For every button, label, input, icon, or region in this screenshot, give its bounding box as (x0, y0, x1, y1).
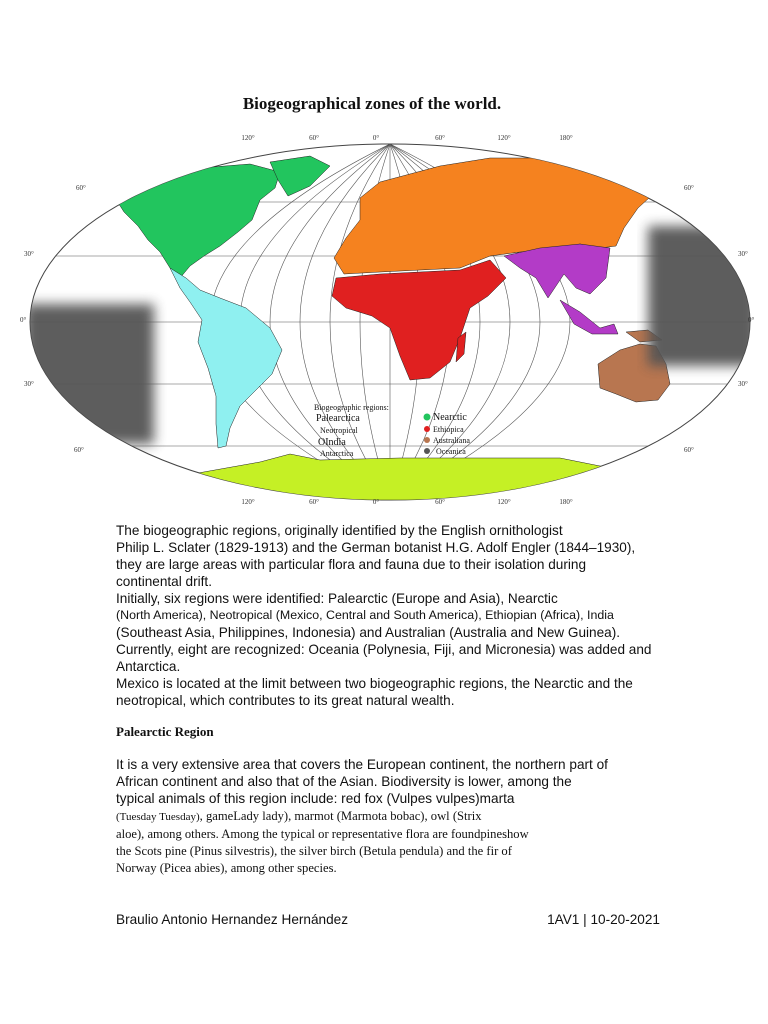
palearctic-line: typical animals of this region include: red fox (Vulpes vulpes)marta (116, 791, 515, 806)
palearctic-line-part: , gameLady lady), marmot (Marmota bobac), owl (Strix (199, 809, 482, 823)
lon-label-bottom-2: 60° (309, 498, 319, 506)
lon-label-bottom-6: 180° (559, 498, 573, 506)
legend-item-ethiopica: Ethiopica (433, 425, 464, 434)
legend-swatch-nearctic (424, 414, 431, 421)
palearctic-line: the Scots pine (Pinus silvestris), the silver birch (Betula pendula) and the fir of (116, 844, 512, 858)
oceanica-patch-east (648, 226, 758, 366)
palearctic-line: African continent and also that of the Asian. Biodiversity is lower, among the (116, 774, 572, 789)
legend-item-australiana: Australiana (433, 436, 470, 445)
palearctic-line-part: (Tuesday Tuesday) (116, 811, 200, 823)
legend-item-oindia: OIndia (318, 437, 346, 448)
intro-line: Initially, six regions were identified: Palearctic (Europe and Asia), Nearctic (116, 591, 558, 606)
lon-label-top-3: 0° (372, 134, 380, 142)
lon-label-bottom-3: 0° (372, 498, 380, 506)
lon-label-top-6: 180° (559, 134, 573, 142)
map-svg (20, 128, 760, 508)
intro-line: neotropical, which contributes to its great natural wealth. (116, 693, 455, 708)
legend-item-oceanica: Oceanica (436, 447, 466, 456)
lat-label-right-2: 30° (738, 250, 748, 258)
intro-line: The biogeographic regions, originally identified by the English ornithologist (116, 523, 563, 538)
lon-label-top-2: 60° (309, 134, 319, 142)
legend-item-palearctica: Palearctica (316, 413, 360, 424)
section-title: Palearctic Region (116, 724, 214, 739)
legend-swatch-oceanica (424, 448, 430, 454)
legend-item-antarctica: Antarctica (320, 449, 354, 458)
intro-line: Antarctica. (116, 659, 181, 674)
intro-line: Currently, eight are recognized: Oceania (Polynesia, Fiji, and Micronesia) was added and (116, 642, 652, 657)
legend-item-nearctic: Nearctic (433, 412, 467, 423)
lat-label-right-4: 30° (738, 380, 748, 388)
intro-line: (North America), Neotropical (Mexico, Central and South America), Ethiopian (Africa), India (116, 608, 614, 622)
intro-line: Mexico is located at the limit between two biogeographic regions, the Nearctic and the (116, 676, 633, 691)
footer-author: Braulio Antonio Hernandez Hernández (116, 912, 349, 927)
lon-label-bottom-1: 120° (241, 498, 255, 506)
intro-paragraph (116, 522, 686, 709)
palearctic-paragraph (116, 756, 686, 877)
lat-label-right-3: 0° (748, 316, 755, 324)
legend-swatch-ethiopica (424, 426, 430, 432)
lat-label-right-5: 60° (684, 446, 694, 454)
lat-label-left-4: 30° (24, 380, 34, 388)
lat-label-left-3: 0° (20, 316, 27, 324)
lat-label-left-5: 60° (74, 446, 84, 454)
palearctic-line: It is a very extensive area that covers the European continent, the northern part of (116, 757, 608, 772)
lat-label-left-1: 60° (76, 184, 86, 192)
lat-label-right-1: 60° (684, 184, 694, 192)
lon-label-bottom-5: 120° (497, 498, 511, 506)
lon-label-top-1: 120° (241, 134, 255, 142)
lon-label-bottom-4: 60° (435, 498, 445, 506)
intro-line: continental drift. (116, 574, 212, 589)
lat-label-left-2: 30° (24, 250, 34, 258)
palearctic-line: Norway (Picea abies), among other species. (116, 861, 337, 875)
legend-item-neotropical: Neotropical (320, 426, 358, 435)
legend-swatch-australiana (424, 437, 430, 443)
lon-label-top-4: 60° (435, 134, 445, 142)
lon-label-top-5: 120° (497, 134, 511, 142)
footer-meta: 1AV1 | 10-20-2021 (547, 912, 660, 927)
world-map (20, 128, 760, 508)
intro-line: (Southeast Asia, Philippines, Indonesia) and Australian (Australia and New Guinea). (116, 625, 621, 640)
page-title: Biogeographical zones of the world. (242, 94, 502, 113)
palearctic-line (116, 807, 686, 826)
palearctic-line: aloe), among others. Among the typical or representative flora are foundpineshow (116, 827, 529, 841)
legend-heading: Biogeographic regions: (314, 403, 389, 412)
intro-line: Philip L. Sclater (1829-1913) and the German botanist H.G. Adolf Engler (1844–1930), (116, 540, 636, 555)
intro-line: they are large areas with particular flora and fauna due to their isolation during (116, 557, 587, 572)
oceanica-patch-west (24, 304, 154, 444)
